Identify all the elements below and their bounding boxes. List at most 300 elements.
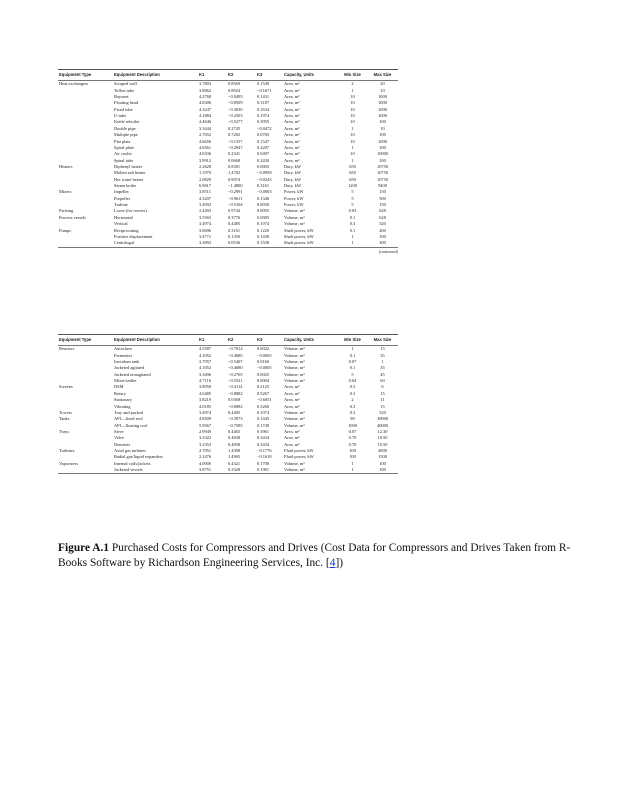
cell-k1: 4.6656 [199,138,212,144]
cell-equipment-type: Pumps [59,227,71,233]
cell-min-size: 10 [350,100,355,106]
cell-description: Demister [114,441,131,447]
cell-min-size: 0.07 [348,359,357,364]
cell-k1: 4.1052 [199,352,212,358]
cell-max-size: 300 [367,240,398,247]
cell-capacity-units: Duty, kW [284,163,302,169]
cell-capacity-units: Area, m² [284,397,300,403]
cell-min-size: 0.1 [349,227,356,233]
cell-k1: 4.2768 [199,94,212,99]
cell-capacity-units: Area, m² [284,144,300,150]
cell-description: Air cooler [114,151,132,157]
cell-capacity-units: Volume, m³ [284,371,305,377]
cell-description: Jacketed agitated [114,365,145,371]
cell-k2: 0.4485 [228,221,241,227]
cell-description: Flat plate [114,138,131,144]
cell-min-size: 0.3 [349,403,356,409]
cell-k1: 2.9949 [199,428,212,434]
header-k2: K2 [227,70,256,81]
header-min-size: Min Size [338,335,367,346]
cell-k3: 0.0160 [257,359,270,364]
cell-k3: −0.1671 [257,87,272,93]
cell-k3: 0.1700 [257,460,270,466]
cell-equipment-type [58,467,113,474]
equipment-cost-table-1 [58,69,398,248]
equipment-cost-table-2 [58,334,398,474]
cell-k2: −1.4800 [228,183,243,189]
cell-capacity-units: Area, m² [284,384,300,390]
cell-max-size: 200 [379,227,386,233]
cell-k3: 0.0783 [257,132,270,138]
cell-k3: −0.1618 [257,454,272,460]
cell-description: Turbine [114,202,128,208]
cell-k2: −0.5277 [228,119,243,125]
cell-min-size: 5 [351,202,354,208]
cell-capacity-units: Fluid power, kW [284,454,314,460]
cell-k2: −0.9611 [228,195,243,201]
cell-capacity-units: Volume, m³ [284,416,305,422]
cell-min-size: 0.1 [349,365,356,371]
cell-k3: 0.1634 [257,106,270,112]
cell-capacity-units: Area, m² [284,81,300,87]
cell-max-size: 500 [379,195,386,201]
cell-max-size: 1000 [378,138,387,144]
cell-k2: 0.0368 [228,397,241,403]
cell-max-size: 10750 [377,176,388,182]
cell-description: Internal coils/jackets [114,460,151,466]
cell-min-size: 0.1 [349,352,356,358]
cell-k3: 0.1547 [257,138,270,144]
cell-k3: −0.0243 [257,176,272,182]
cell-capacity-units: Volume, m³ [284,409,305,415]
cell-equipment-type: Tanks [59,416,70,422]
cell-capacity-units: Area, m² [284,106,300,112]
cell-max-size: 10 [380,87,385,93]
cell-capacity-units: Volume, m³ [284,208,305,214]
cell-max-size: 1 [381,359,384,364]
cell-max-size: 10750 [377,163,388,169]
cell-k1: 2.2628 [199,163,212,169]
cell-k3: 0.0025 [257,371,270,377]
cell-min-size: 0.03 [348,208,357,214]
cell-k3: −0.0003 [257,189,272,195]
header-min-size: Min Size [338,70,367,81]
cell-max-size: 100 [367,467,398,474]
header-k1: K1 [198,335,227,346]
cell-k1: 3.3496 [199,371,212,377]
cell-k3: 0.3260 [257,403,270,409]
cell-min-size: 10 [350,151,355,157]
cell-description: U-tube [114,113,127,119]
cell-description: Spiral plate [114,144,135,150]
cell-description: Horizontal [114,214,133,220]
cell-k1: 2.7051 [199,448,212,454]
cell-description: Hot water heater [114,176,144,182]
cell-capacity-units: Duty, kW [284,170,302,176]
header-k2: K2 [227,335,256,346]
cell-k3: 0.3961 [257,428,270,434]
table-row [58,346,398,353]
header-capacity-units: Capacity, Units [283,335,338,346]
cell-k1: 3.9912 [199,157,212,163]
cell-k3: 0.1346 [257,195,270,201]
cell-description: Inoculum tank [114,359,140,364]
cell-description: Impeller [114,189,129,195]
cell-max-size: 10000 [377,151,388,157]
cell-max-size: 15 [380,403,385,409]
cell-max-size: 10.50 [377,441,388,447]
cell-capacity-units: Power, kW [284,202,304,208]
header-k3: K3 [256,335,283,346]
cell-k2: −0.8509 [228,100,243,106]
cell-max-size: 100 [379,119,386,125]
cell-min-size: 1 [351,233,354,239]
cell-min-size: 1 [338,240,367,247]
cell-max-size: 9400 [378,183,387,189]
cell-max-size: 1000 [378,106,387,112]
cell-description: Kettle reboiler [114,119,140,125]
cell-k1: 3.7957 [199,359,212,364]
cell-min-size: 100 [349,454,356,460]
cell-k3: 0.1749 [257,422,270,428]
cell-k3: 0.1431 [257,94,270,99]
cell-k1: 2.7652 [199,132,212,138]
cell-max-size: 35 [380,352,385,358]
cell-min-size: 1 [351,157,354,163]
cell-k2: −0.4680 [228,352,243,358]
cell-description: Centrifugal [113,240,198,247]
header-max-size: Max Size [367,70,398,81]
cell-capacity-units: Area, m² [284,390,300,396]
cell-description: Diphenyl heater [114,163,143,169]
cell-description: Propeller [114,195,131,201]
cell-k3: 0.1074 [257,409,270,415]
cell-k2: 1.4965 [228,454,241,460]
cell-max-size: 628 [379,214,386,220]
header-equipment-description: Equipment Description [113,335,198,346]
cell-equipment-type: Reactors [59,346,75,352]
cell-min-size: 10 [350,138,355,144]
cell-k3: 0.3434 [257,435,270,441]
cell-k2: 1.4782 [228,170,241,176]
cell-min-size: 1000 [348,422,357,428]
cell-equipment-type: Process vessels [59,214,86,220]
cell-capacity-units: Volume, m³ [283,467,338,474]
cell-min-size: 5 [351,195,354,201]
cell-capacity-units: Shaft power, kW [283,240,338,247]
cell-k2: −0.3973 [228,416,243,422]
cell-equipment-type: Towers [59,409,72,415]
cell-min-size: 2 [351,397,354,403]
cell-equipment-type: Trays [59,428,69,434]
cell-max-size: 40000 [377,422,388,428]
cell-max-size: 45 [380,371,385,377]
cell-min-size: 0.70 [348,435,357,441]
cell-k2: 0.3776 [228,214,241,220]
cell-description: Floating head [114,100,139,106]
cell-max-size: 150 [379,202,386,208]
cell-k1: 4.0000 [199,460,212,466]
cell-k3: 0.1538 [256,240,283,247]
cell-k1: 3.5565 [199,214,212,220]
cell-max-size: 4000 [378,448,387,454]
cell-capacity-units: Volume, m³ [284,378,305,384]
cell-max-size: 15 [380,390,385,396]
cell-max-size: 10.50 [377,435,388,441]
cell-description: Scraped wall [114,81,137,87]
cell-k1: 3.2353 [199,441,212,447]
cell-k3: −0.0472 [257,125,272,131]
cell-capacity-units: Volume, m³ [284,365,305,371]
cell-k3: 0.3187 [257,100,270,106]
cell-k1: 2.0829 [199,176,212,182]
cell-min-size: 1 [351,346,354,352]
cell-max-size: 1000 [378,100,387,106]
cell-k3: −0.0005 [257,365,272,371]
cell-capacity-units: Shaft power, kW [284,233,314,239]
cell-max-size: 628 [379,208,386,214]
cell-k2: −0.7585 [228,422,243,428]
cell-k2: 0.2745 [228,125,241,131]
cell-k2: −0.8882 [228,390,243,396]
cell-max-size: 10 [380,125,385,131]
cell-k1: 4.8306 [199,100,212,106]
cell-capacity-units: Power, kW [284,195,304,201]
cell-k1: 4.7116 [199,378,211,384]
cell-description: Loose (for towers) [114,208,147,214]
cell-description: Tray and packed [114,409,144,415]
cell-k2: −0.4680 [228,365,243,371]
cell-capacity-units: Area, m² [284,119,300,125]
cell-description: Axial gas turbines [114,448,146,454]
cell-k2: 0.0668 [228,157,241,163]
cell-k3: 0.0055 [257,208,270,214]
cell-k2: −0.2947 [228,144,243,150]
cell-description: Spiral tube [114,157,134,163]
cell-k2: −0.0495 [228,94,243,99]
cell-equipment-type: Vaporizers [59,460,78,466]
cell-max-size: 1000 [378,113,387,119]
cell-max-size: 100 [379,233,386,239]
continued-note: (continued) [378,248,398,254]
cell-min-size: 90 [350,416,355,422]
cell-k1: 4.1884 [199,113,212,119]
cell-k2: −0.2765 [228,371,243,377]
cell-description: Positive displacement [114,233,153,239]
cell-capacity-units: Area, m² [284,100,300,106]
cell-description: Vertical [114,221,128,227]
cell-description: Autoclave [114,346,133,352]
cell-equipment-type: Heat exchangers [59,81,89,87]
cell-min-size: 0.3 [349,390,356,396]
cell-capacity-units: Fluid power, kW [284,448,314,454]
cell-k3: 0.1549 [257,81,270,87]
cell-k3: −0.0958 [257,170,272,176]
cell-max-size: 150 [379,189,386,195]
cell-k1: 3.8219 [199,397,212,403]
cell-min-size: 650 [349,176,356,182]
cell-min-size: 0.1 [349,214,356,220]
cell-max-size: 10750 [377,170,388,176]
cell-capacity-units: Duty, kW [284,183,302,189]
cell-description: DSM [114,384,124,390]
cell-capacity-units: Volume, m³ [284,359,305,364]
cell-min-size: 650 [349,170,356,176]
cell-equipment-type: Screens [59,384,73,390]
cell-k2: −0.5104 [228,202,243,208]
cell-description: Jacketed nonagitated [114,371,151,377]
cell-max-size: 100 [379,460,386,466]
cell-capacity-units: Volume, m³ [284,422,305,428]
cell-capacity-units: Area, m² [284,151,300,157]
cell-equipment-type: Heaters [59,163,73,169]
cell-k1: 3.4771 [199,233,212,239]
cell-k3: 0.0905 [257,214,270,220]
cell-min-size: 1 [338,467,367,474]
reference-link[interactable]: 4 [329,557,336,569]
cell-k1: 2.4493 [199,208,212,214]
cell-k1: 4.0485 [199,390,212,396]
cell-description: Vibrating [114,403,131,409]
cell-k3: −0.1776 [257,448,272,454]
cell-k1: 5.9567 [199,422,212,428]
table-row [58,240,398,247]
cell-min-size: 5 [351,189,354,195]
cell-k3: 0.2207 [257,144,270,150]
cell-k1: 2.2476 [199,454,212,460]
cell-max-size: 100 [379,132,386,138]
cell-max-size: 520 [379,409,386,415]
cell-capacity-units: Area, m² [284,94,300,99]
cell-description: Stationary [114,397,133,403]
header-capacity-units: Capacity, Units [283,70,338,81]
cell-k1: 4.4646 [199,119,212,125]
cell-description: Teflon tube [114,87,135,93]
cell-k2: −0.3030 [228,106,243,112]
cell-k1: 3.8696 [199,227,212,233]
cell-equipment-type: Mixers [59,189,72,195]
cell-min-size: 10 [350,94,355,99]
cell-min-size: 10 [350,119,355,125]
cell-k2: 0.8924 [228,87,241,93]
cell-description: Fixed tube [114,106,133,112]
cell-max-size: 6 [381,384,384,390]
cell-max-size: 1000 [378,94,387,99]
cell-max-size: 60 [380,378,385,384]
cell-k2: 0.7282 [228,132,241,138]
cell-k2: 1.4398 [228,448,241,454]
cell-k1: 4.0185 [199,403,212,409]
cell-k3: 0.1438 [257,233,270,239]
cell-k1: 4.3247 [199,106,212,112]
cell-k2: 0.9744 [228,208,241,214]
cell-k2: −0.4114 [228,384,243,390]
cell-k3: −0.6051 [257,397,272,403]
cell-k1: 3.4092 [199,202,212,208]
cell-k2: 0.4485 [228,409,241,415]
cost-table-part-1 [58,69,398,254]
cell-description: Bayonet [114,94,129,99]
cell-capacity-units: Area, m² [284,403,300,409]
cell-capacity-units: Power, kW [284,189,304,195]
cell-min-size: 100 [349,448,356,454]
cell-equipment-type: Packing [59,208,74,214]
cell-k3: −0.0005 [257,352,272,358]
cell-k2: −0.7014 [228,346,243,352]
cell-description: Rotary [114,390,126,396]
cell-description: Reciprocating [114,227,139,233]
cell-max-size: 35 [380,365,385,371]
cell-k2: 0.4838 [228,441,241,447]
cell-k1: 4.8509 [199,416,212,422]
cell-capacity-units: Area, m² [284,132,300,138]
header-k3: K3 [256,70,283,81]
cell-k1: 3.3892 [198,240,227,247]
figure-label: Figure A.1 [58,542,110,554]
cell-k1: 3.8062 [199,87,212,93]
cell-k1: 6.9617 [199,183,212,189]
cell-k2: 0.3161 [228,227,241,233]
cell-k1: 4.3207 [199,195,212,201]
cell-description: Multiple pipe [114,132,138,138]
cell-capacity-units: Area, m² [284,138,300,144]
cell-capacity-units: Area, m² [284,435,300,441]
cell-k3: 0.1974 [257,113,270,119]
caption-tail: ]) [335,557,344,569]
cell-k2: 0.9074 [228,176,241,182]
cell-k2: −0.1557 [228,138,243,144]
cell-description: Valve [114,435,124,441]
cell-min-size: 10 [350,132,355,138]
cell-description: Steam boiler [114,183,137,189]
cell-max-size: 11 [380,397,385,403]
cell-k1: 4.0336 [199,151,212,157]
cell-capacity-units: Area, m² [284,125,300,131]
cell-description: Fermenter [114,352,133,358]
cell-capacity-units: Shaft power, kW [284,227,314,233]
cell-max-size: 20 [380,81,385,87]
cell-equipment-type [58,240,113,247]
cell-capacity-units: Duty, kW [284,176,302,182]
cell-k3: 0.3955 [257,119,270,125]
cell-max-size: 30000 [377,416,388,422]
cell-k1: 3.7803 [199,81,212,87]
cell-capacity-units: Volume, m³ [284,460,305,466]
table-row [58,81,398,88]
cell-k3: 0.0022 [257,346,270,352]
cell-k2: −0.5521 [228,378,243,384]
cell-description: Sieve [114,428,124,434]
cell-k2: 0.4321 [228,460,241,466]
header-max-size: Max Size [367,335,398,346]
cell-max-size: 100 [379,144,386,150]
cell-min-size: 0.07 [348,428,357,434]
cell-max-size: 15 [380,346,385,352]
cell-capacity-units: Volume, m³ [284,352,305,358]
cell-min-size: 2 [351,81,354,87]
cell-k2: 0.0536 [227,240,256,247]
cell-k1: 4.6561 [199,144,212,150]
cell-k2: −0.5407 [228,359,243,364]
header-equipment-description: Equipment Description [113,70,198,81]
cell-k3: 0.2125 [257,384,270,390]
table-header-row [58,335,398,346]
cell-k3: 0.1445 [257,416,270,422]
cell-min-size: 650 [349,163,356,169]
cell-capacity-units: Volume, m³ [284,214,305,220]
cell-k3: 0.0497 [257,151,270,157]
cell-k2: 0.2341 [228,151,241,157]
